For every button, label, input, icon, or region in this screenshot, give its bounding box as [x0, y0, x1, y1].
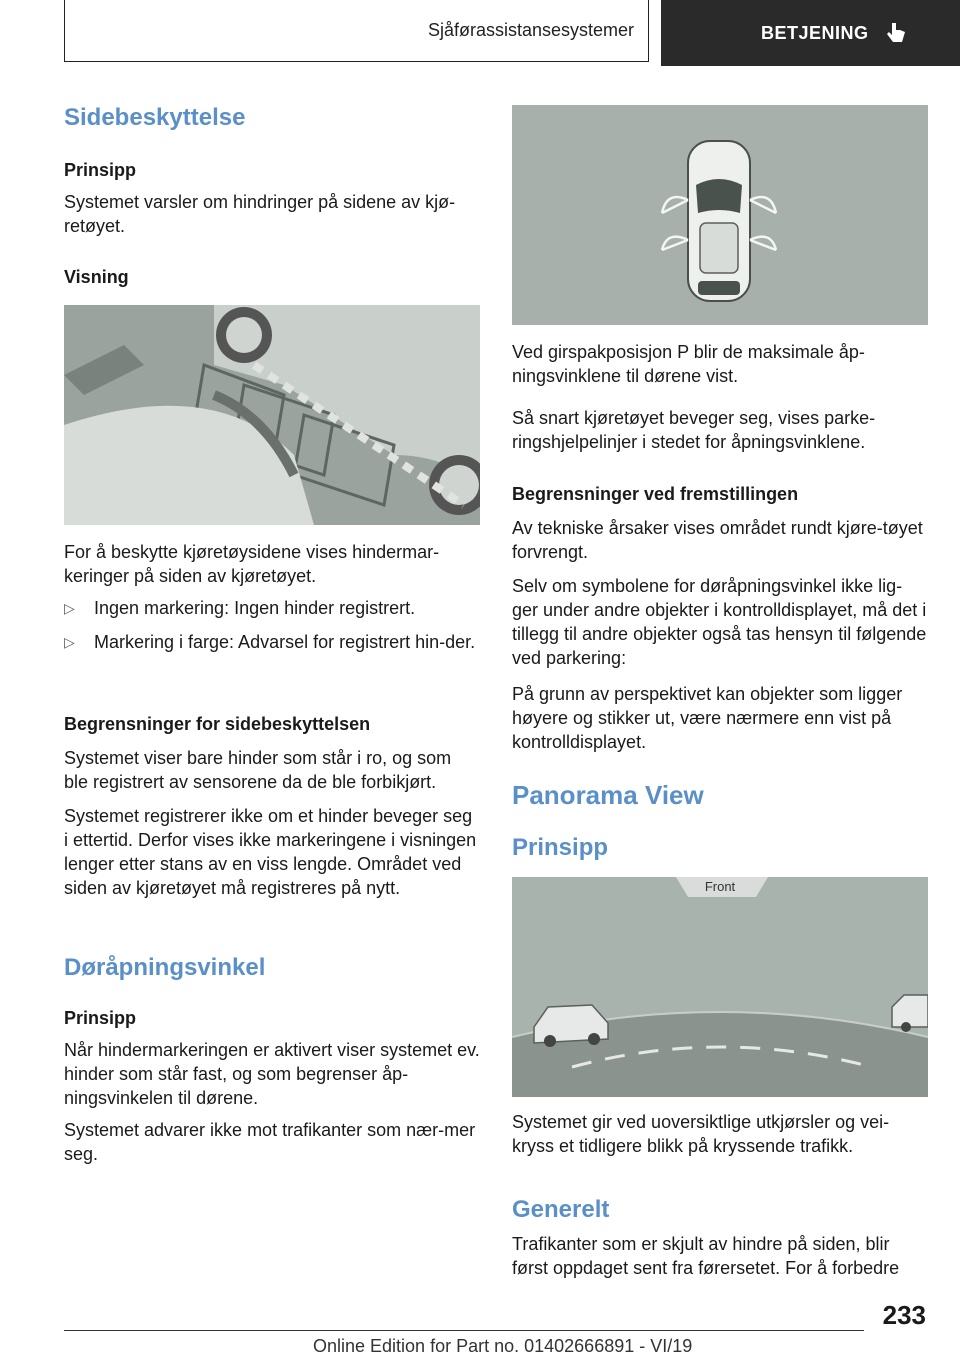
list-item-text: Ingen markering: Ingen hinder registrert. [94, 598, 416, 618]
paragraph: Selv om symbolene for døråpningsvinkel ikke lig-ger under andre objekter i kontrolldisplayet, må det i tillegg til andre objekter også tas hensyn til følgende ved parkering: [512, 576, 927, 668]
triangle-bullet-icon: ▷ [64, 600, 75, 616]
paragraph: Systemet gir ved uoversiktlige utkjørsler og vei-kryss et tidligere blikk på kryssende trafikk. [512, 1112, 890, 1156]
heading-sidebeskyttelse: Sidebeskyttelse [64, 104, 246, 131]
panorama-view-figure [512, 877, 928, 1097]
heading-panorama-view: Panorama View [512, 780, 704, 810]
heading-generelt: Generelt [512, 1196, 610, 1223]
page-number: 233 [882, 1300, 926, 1330]
chapter-label: BETJENING [761, 22, 869, 43]
list-item-text: Markering i farge: Advarsel for registrert hin-der. [94, 632, 476, 652]
heading-begrensninger: Begrensninger for sidebeskyttelsen [64, 714, 371, 734]
paragraph: Ved girspakposisjon P blir de maksimale åp-ningsvinklene til dørene vist. [512, 342, 865, 386]
panorama-view-illustration [512, 877, 928, 1097]
heading-visning: Visning [64, 267, 129, 287]
heading-prinsipp: Prinsipp [64, 1008, 137, 1028]
paragraph: Av tekniske årsaker vises området rundt kjøre-tøyet forvrengt. [512, 518, 923, 562]
triangle-bullet-icon: ▷ [64, 634, 75, 650]
paragraph: Så snart kjøretøyet beveger seg, vises parke-ringshjelpelinjer i stedet for åpningsvinklene. [512, 408, 876, 452]
paragraph: På grunn av perspektivet kan objekter som ligger høyere og stikker ut, være nærmere enn vist på kontrolldisplayet. [512, 684, 903, 752]
paragraph: Når hindermarkeringen er aktivert viser systemet ev. hinder som står fast, og som begrenser åp-ningsvinkelen til dørene. [64, 1040, 480, 1108]
footer-divider [64, 1330, 864, 1331]
door-angle-figure [512, 105, 928, 325]
heading-prinsipp: Prinsipp [64, 160, 137, 180]
list-item [64, 630, 480, 654]
door-angle-illustration [512, 105, 928, 325]
header-section-title [64, 0, 649, 62]
heading-begrensninger-fremstilling: Begrensninger ved fremstillingen [512, 484, 799, 504]
section-label: Sjåførassistansesystemer [427, 20, 634, 40]
side-protection-illustration [64, 305, 480, 525]
list-item [64, 596, 480, 620]
paragraph: Systemet varsler om hindringer på sidene av kjø-retøyet. [64, 192, 456, 236]
paragraph: Systemet viser bare hinder som står i ro, og som ble registrert av sensorene da de ble forbikjørt. [64, 748, 452, 792]
paragraph: Systemet registrerer ikke om et hinder beveger seg i ettertid. Derfor vises ikke markeringene i visningen lenger etter stans av en viss lengde. Området ved siden av kjøretøyet må registreres på nytt. [64, 806, 477, 898]
side-protection-figure [64, 305, 480, 525]
header-chapter-tab [661, 0, 960, 66]
heading-prinsipp: Prinsipp [512, 834, 609, 861]
heading-doraapningsvinkel: Døråpningsvinkel [64, 954, 266, 981]
front-label: Front [704, 879, 736, 894]
hand-pointer-icon [885, 21, 907, 45]
paragraph: For å beskytte kjøretøysidene vises hindermar-keringer på siden av kjøretøyet. [64, 542, 440, 586]
paragraph: Trafikanter som er skjult av hindre på siden, blir først oppdaget sent fra førersetet. For å forbedre [512, 1234, 900, 1278]
edition-text: Online Edition for Part no. 01402666891 - VI/19 [313, 1336, 693, 1356]
paragraph: Systemet advarer ikke mot trafikanter som nær-mer seg. [64, 1120, 476, 1164]
